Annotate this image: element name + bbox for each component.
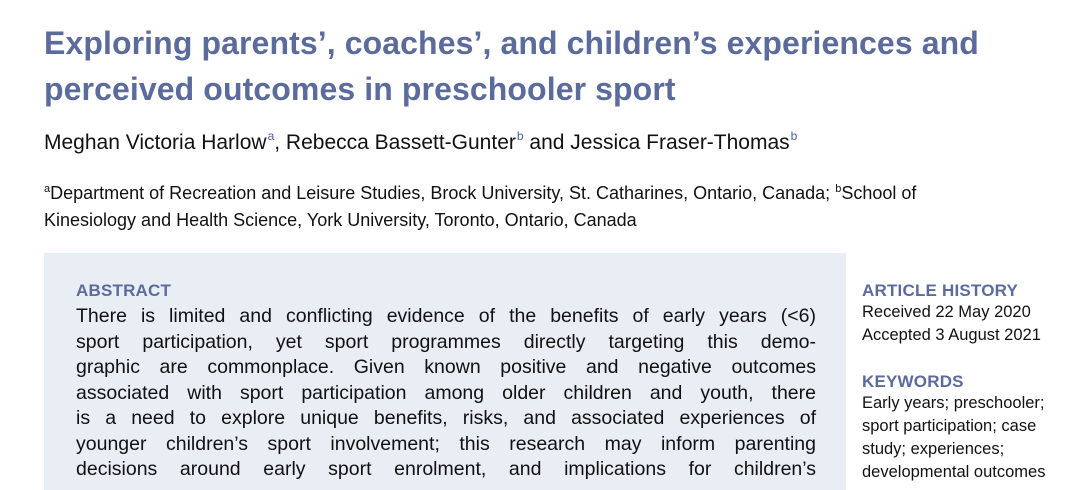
keywords-line: developmental outcomes	[862, 463, 1046, 481]
abstract-line: graphic are commonplace. Given known positive and negative outcomes	[76, 356, 816, 378]
author-list	[44, 122, 797, 157]
affiliation-a: Department of Recreation and Leisure Studies, Brock University, St. Catharines, Ontario, Canada;	[50, 183, 831, 203]
author-affiliation-mark: b	[790, 129, 798, 143]
abstract-text	[76, 304, 816, 483]
abstract-line: decisions around early sport enrolment, and implications for children’s	[76, 458, 816, 480]
author-name: Rebecca Bassett-Gunter	[285, 131, 516, 154]
accepted-date: Accepted 3 August 2021	[862, 326, 1041, 344]
keywords	[862, 372, 1045, 484]
abstract-line: associated with sport participation among older children and youth, there	[76, 381, 816, 404]
abstract-line: There is limited and conflicting evidence of the benefits of early years (<6)	[76, 305, 816, 327]
keywords-line: study; experiences;	[862, 440, 1005, 458]
affiliation-b-mark: b	[835, 183, 842, 195]
keywords-line: Early years; preschooler;	[862, 394, 1045, 412]
author-affiliation-mark: a	[267, 129, 275, 143]
article-history	[862, 281, 1041, 347]
title-line-1: Exploring parents’, coaches’, and children’s experiences and	[44, 25, 979, 61]
affiliation-b-line-2: Kinesiology and Health Science, York University, Toronto, Ontario, Canada	[44, 210, 637, 230]
affiliation-b-line-1: School of	[841, 183, 917, 203]
author-separator: and	[523, 131, 571, 154]
author-affiliation-mark: b	[516, 129, 524, 143]
abstract-heading: ABSTRACT	[76, 281, 172, 300]
article-history-heading: ARTICLE HISTORY	[862, 281, 1019, 300]
received-date: Received 22 May 2020	[862, 303, 1031, 321]
affiliation-a-mark: a	[44, 183, 51, 195]
abstract-line: sport participation, yet sport programmes directly targeting this demo-	[76, 330, 816, 353]
paper-title	[44, 20, 1054, 112]
abstract-line: younger children’s sport involvement; this research may inform parenting	[76, 432, 816, 455]
author-name: Meghan Victoria Harlow	[44, 131, 267, 154]
author-name: Jessica Fraser-Thomas	[570, 131, 790, 154]
author-separator: ,	[274, 131, 286, 154]
abstract-box	[44, 253, 846, 490]
keywords-heading: KEYWORDS	[862, 372, 964, 391]
keywords-line: sport participation; case	[862, 417, 1037, 435]
affiliations	[44, 176, 1064, 234]
abstract-line: is a need to explore unique benefits, risks, and associated experiences of	[76, 407, 816, 429]
title-line-2: perceived outcomes in preschooler sport	[44, 71, 676, 107]
